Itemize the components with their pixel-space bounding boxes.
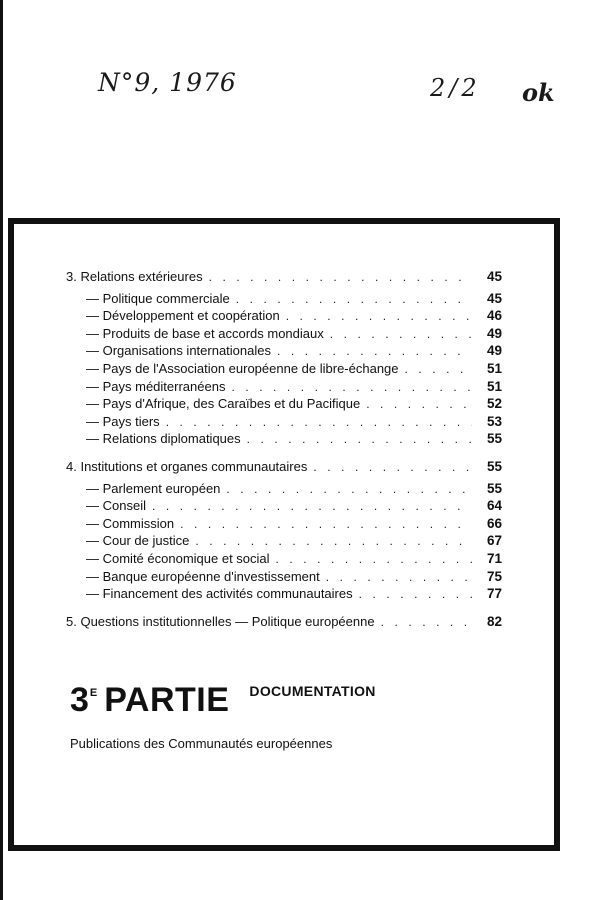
toc-item[interactable] [66,395,502,413]
toc-item[interactable] [66,360,502,378]
toc-item-label: — Comité économique et social [86,550,270,566]
dot-leader [247,431,472,448]
toc-page-number: 52 [486,396,502,412]
dot-leader [381,614,472,631]
toc-page-number: 71 [486,550,502,566]
part-superscript: E [89,687,98,699]
toc-item-label: — Relations diplomatiques [86,431,241,447]
publications-heading[interactable]: Publications des Communautés européennes [70,736,333,751]
toc-item-label: — Produits de base et accords mondiaux [86,325,324,341]
handwritten-issue-note: N°9, 1976 [98,68,237,97]
dot-leader [276,551,472,568]
toc-page-number: 75 [486,568,502,584]
toc-item[interactable] [66,378,502,396]
dot-leader [359,586,472,603]
dot-leader [180,516,472,533]
toc-page-number: 55 [486,431,502,447]
toc-page-number: 77 [486,586,502,602]
toc-item-label: — Parlement européen [86,480,221,496]
dot-leader [326,569,472,586]
toc-item-label: — Commission [86,515,175,531]
dot-leader [366,396,472,413]
dot-leader [195,533,472,550]
toc-section-label: 4. Institutions et organes communautaires [66,458,308,474]
toc-item[interactable] [66,497,502,515]
toc-page-number: 67 [486,533,502,549]
toc-item-label: — Politique commerciale [86,290,230,306]
toc-item[interactable] [66,515,502,533]
dot-leader [330,326,472,343]
toc-item[interactable] [66,342,502,360]
dot-leader [236,291,472,308]
toc-page-number: 55 [486,480,502,496]
part-number: 3 [70,681,89,719]
toc-section-4[interactable] [66,458,502,476]
toc-page-number: 55 [486,458,502,474]
toc-item-label: — Financement des activités communautaires [86,586,353,602]
handwritten-page-note: 2/2 [430,74,481,102]
toc-section-3[interactable] [66,268,502,286]
toc-page-number: 53 [486,413,502,429]
toc-item-label: — Pays tiers [86,413,160,429]
toc-item-label: — Cour de justice [86,533,190,549]
toc-page-number: 49 [486,325,502,341]
dot-leader [231,379,472,396]
toc-item[interactable] [66,568,502,586]
dot-leader [166,414,472,431]
part-subtitle: DOCUMENTATION [249,683,376,699]
toc-page-number: 51 [486,360,502,376]
toc-item-label: — Conseil [86,498,146,514]
toc-page-number: 46 [486,308,502,324]
toc-item-label: — Pays de l'Association européenne de libre-échange [86,360,399,376]
dot-leader [226,481,472,498]
toc-page-number: 49 [486,343,502,359]
table-of-contents [66,268,502,630]
toc-item[interactable] [66,585,502,603]
toc-item-label: — Banque européenne d'investissement [86,568,320,584]
toc-item-label: — Organisations internationales [86,343,271,359]
handwritten-ok-note: ok [522,78,555,107]
toc-section-5[interactable] [66,613,502,631]
toc-item[interactable] [66,307,502,325]
dot-leader [152,498,472,515]
toc-item[interactable] [66,290,502,308]
toc-item[interactable] [66,325,502,343]
toc-section-label: 5. Questions institutionnelles — Politique européenne [66,613,375,629]
toc-item-label: — Développement et coopération [86,308,280,324]
dot-leader [405,361,472,378]
toc-item-label: — Pays d'Afrique, des Caraïbes et du Pacifique [86,396,361,412]
toc-item[interactable] [66,413,502,431]
toc-page-number: 51 [486,378,502,394]
dot-leader [286,308,472,325]
dot-leader [209,269,472,286]
toc-item[interactable] [66,480,502,498]
toc-item-label: — Pays méditerranéens [86,378,226,394]
toc-item[interactable] [66,550,502,568]
toc-page-number: 64 [486,498,502,514]
part-word: PARTIE [104,681,230,719]
dot-leader [277,343,472,360]
toc-item[interactable] [66,430,502,448]
scan-edge [0,0,3,900]
toc-page-number: 45 [486,269,502,284]
part-heading [70,680,376,720]
toc-item[interactable] [66,532,502,550]
dot-leader [313,459,472,476]
toc-page-number: 45 [486,290,502,306]
toc-page-number: 66 [486,515,502,531]
toc-page-number: 82 [486,613,502,629]
toc-section-label: 3. Relations extérieures [66,269,203,284]
